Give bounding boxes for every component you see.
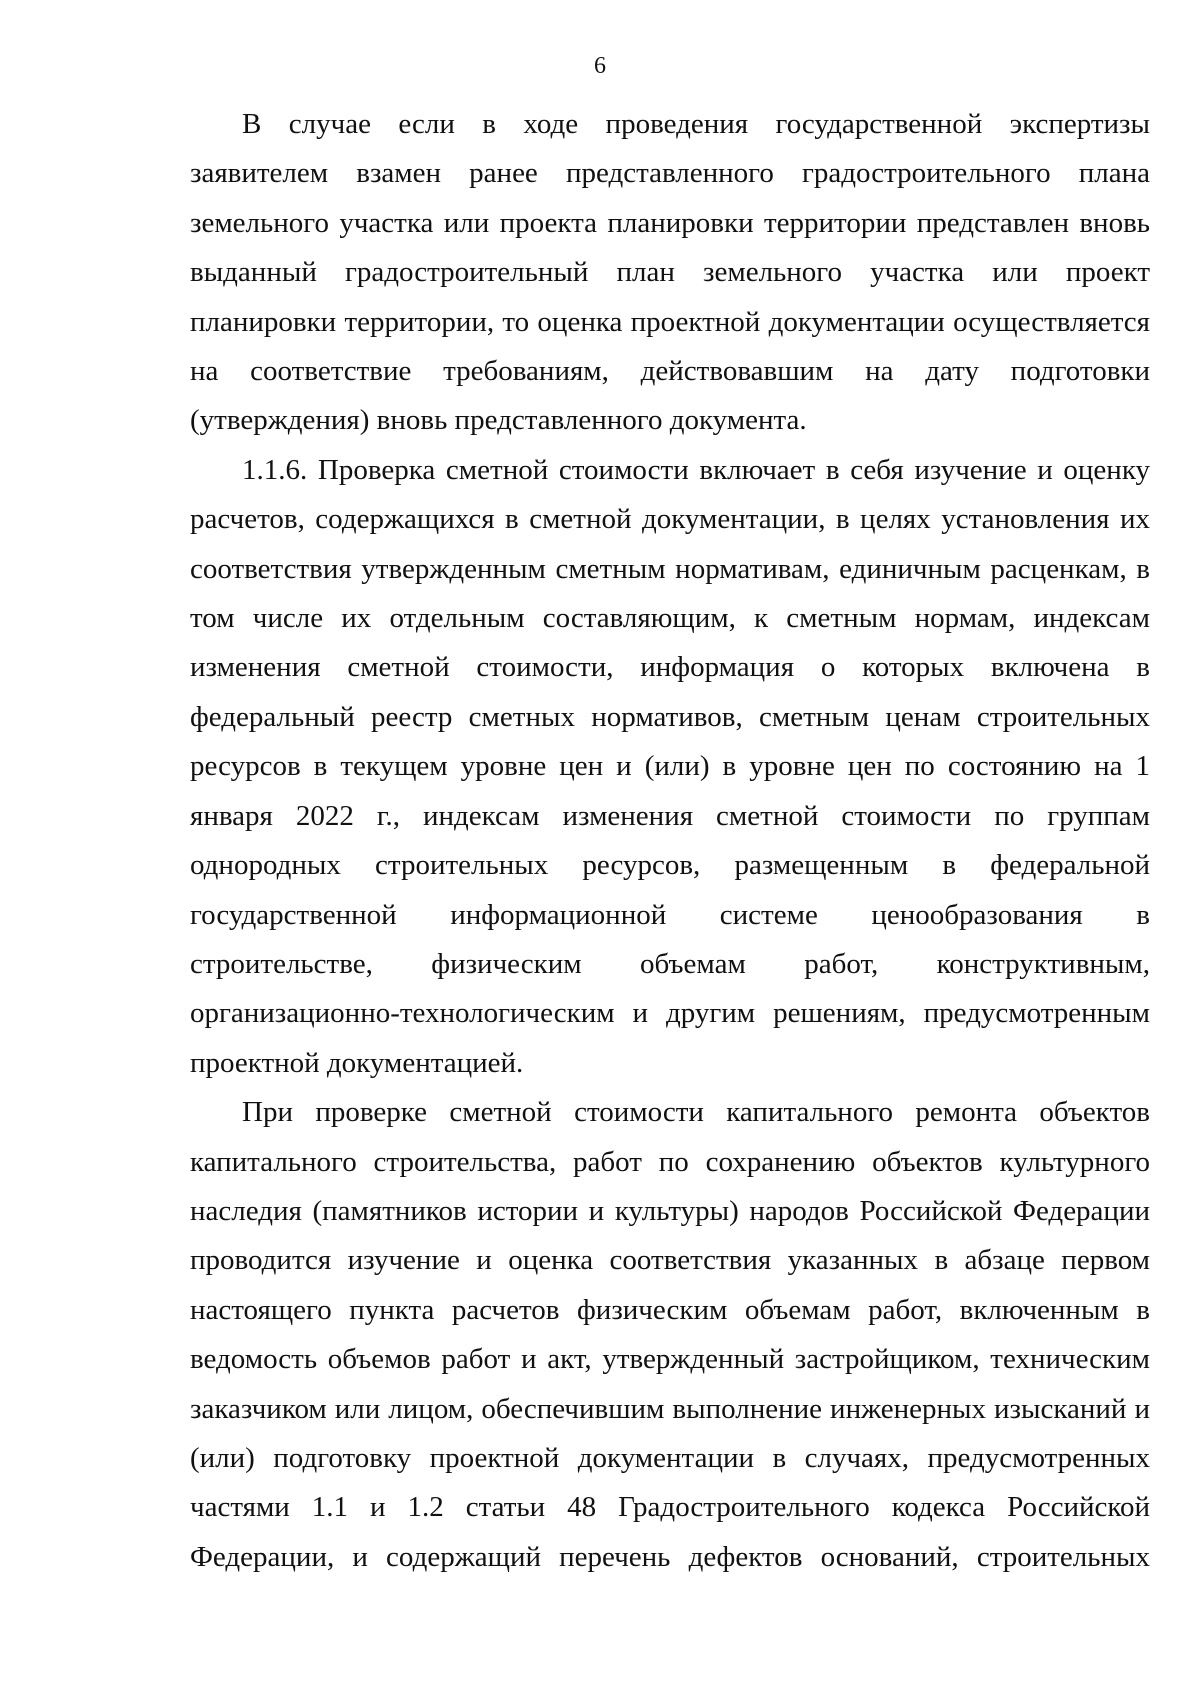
page-number: 6 — [594, 53, 606, 79]
paragraph-expertise-plan-replacement: В случае если в ходе проведения государственной экспертизы заявителем взамен ранее представленного градостроительного плана земельного участка или проекта планировки территории представлен вновь выданный градостроительный план земельного участка или проект планировки территории, то оценка проектной документации осуществляется на соответствие требованиям, действовавшим на дату подготовки (утверждения) вновь представленного документа. — [190, 108, 1150, 437]
paragraph-1-1-6-estimate-check: 1.1.6. Проверка сметной стоимости включает в себя изучение и оценку расчетов, содержащихся в сметной документации, в целях установления их соответствия утвержденным сметным нормативам, единичным расценкам, в том числе их отдельным составляющим, к сметным нормам, индексам изменения сметной стоимости, информация о которых включена в федеральный реестр сметных нормативов, сметным ценам строительных ресурсов в текущем уровне цен и (или) в уровне цен по состоянию на 1 января 2022 г., индексам изменения сметной стоимости по группам однородных строительных ресурсов, размещенным в федеральной государственной информационной системе ценообразования в строительстве, физическим объемам работ, конструктивным, организационно-технологическим и другим решениям, предусмотренным проектной документацией. — [190, 453, 1150, 1079]
paragraph-capital-repair-estimate: При проверке сметной стоимости капитального ремонта объектов капитального строительства, работ по сохранению объектов культурного наследия (памятников истории и культуры) народов Российской Федерации проводится изучение и оценка соответствия указанных в абзаце первом настоящего пункта расчетов физическим объемам работ, включенным в ведомость объемов работ и акт, утвержденный застройщиком, техническим заказчиком или лицом, обеспечившим выполнение инженерных изысканий и (или) подготовку проектной документации в случаях, предусмотренных частями 1.1 и 1.2 статьи 48 Градостроительного кодекса Российской Федерации, и содержащий перечень дефектов оснований, строительных — [190, 1096, 1150, 1573]
document-body — [190, 100, 1150, 1582]
